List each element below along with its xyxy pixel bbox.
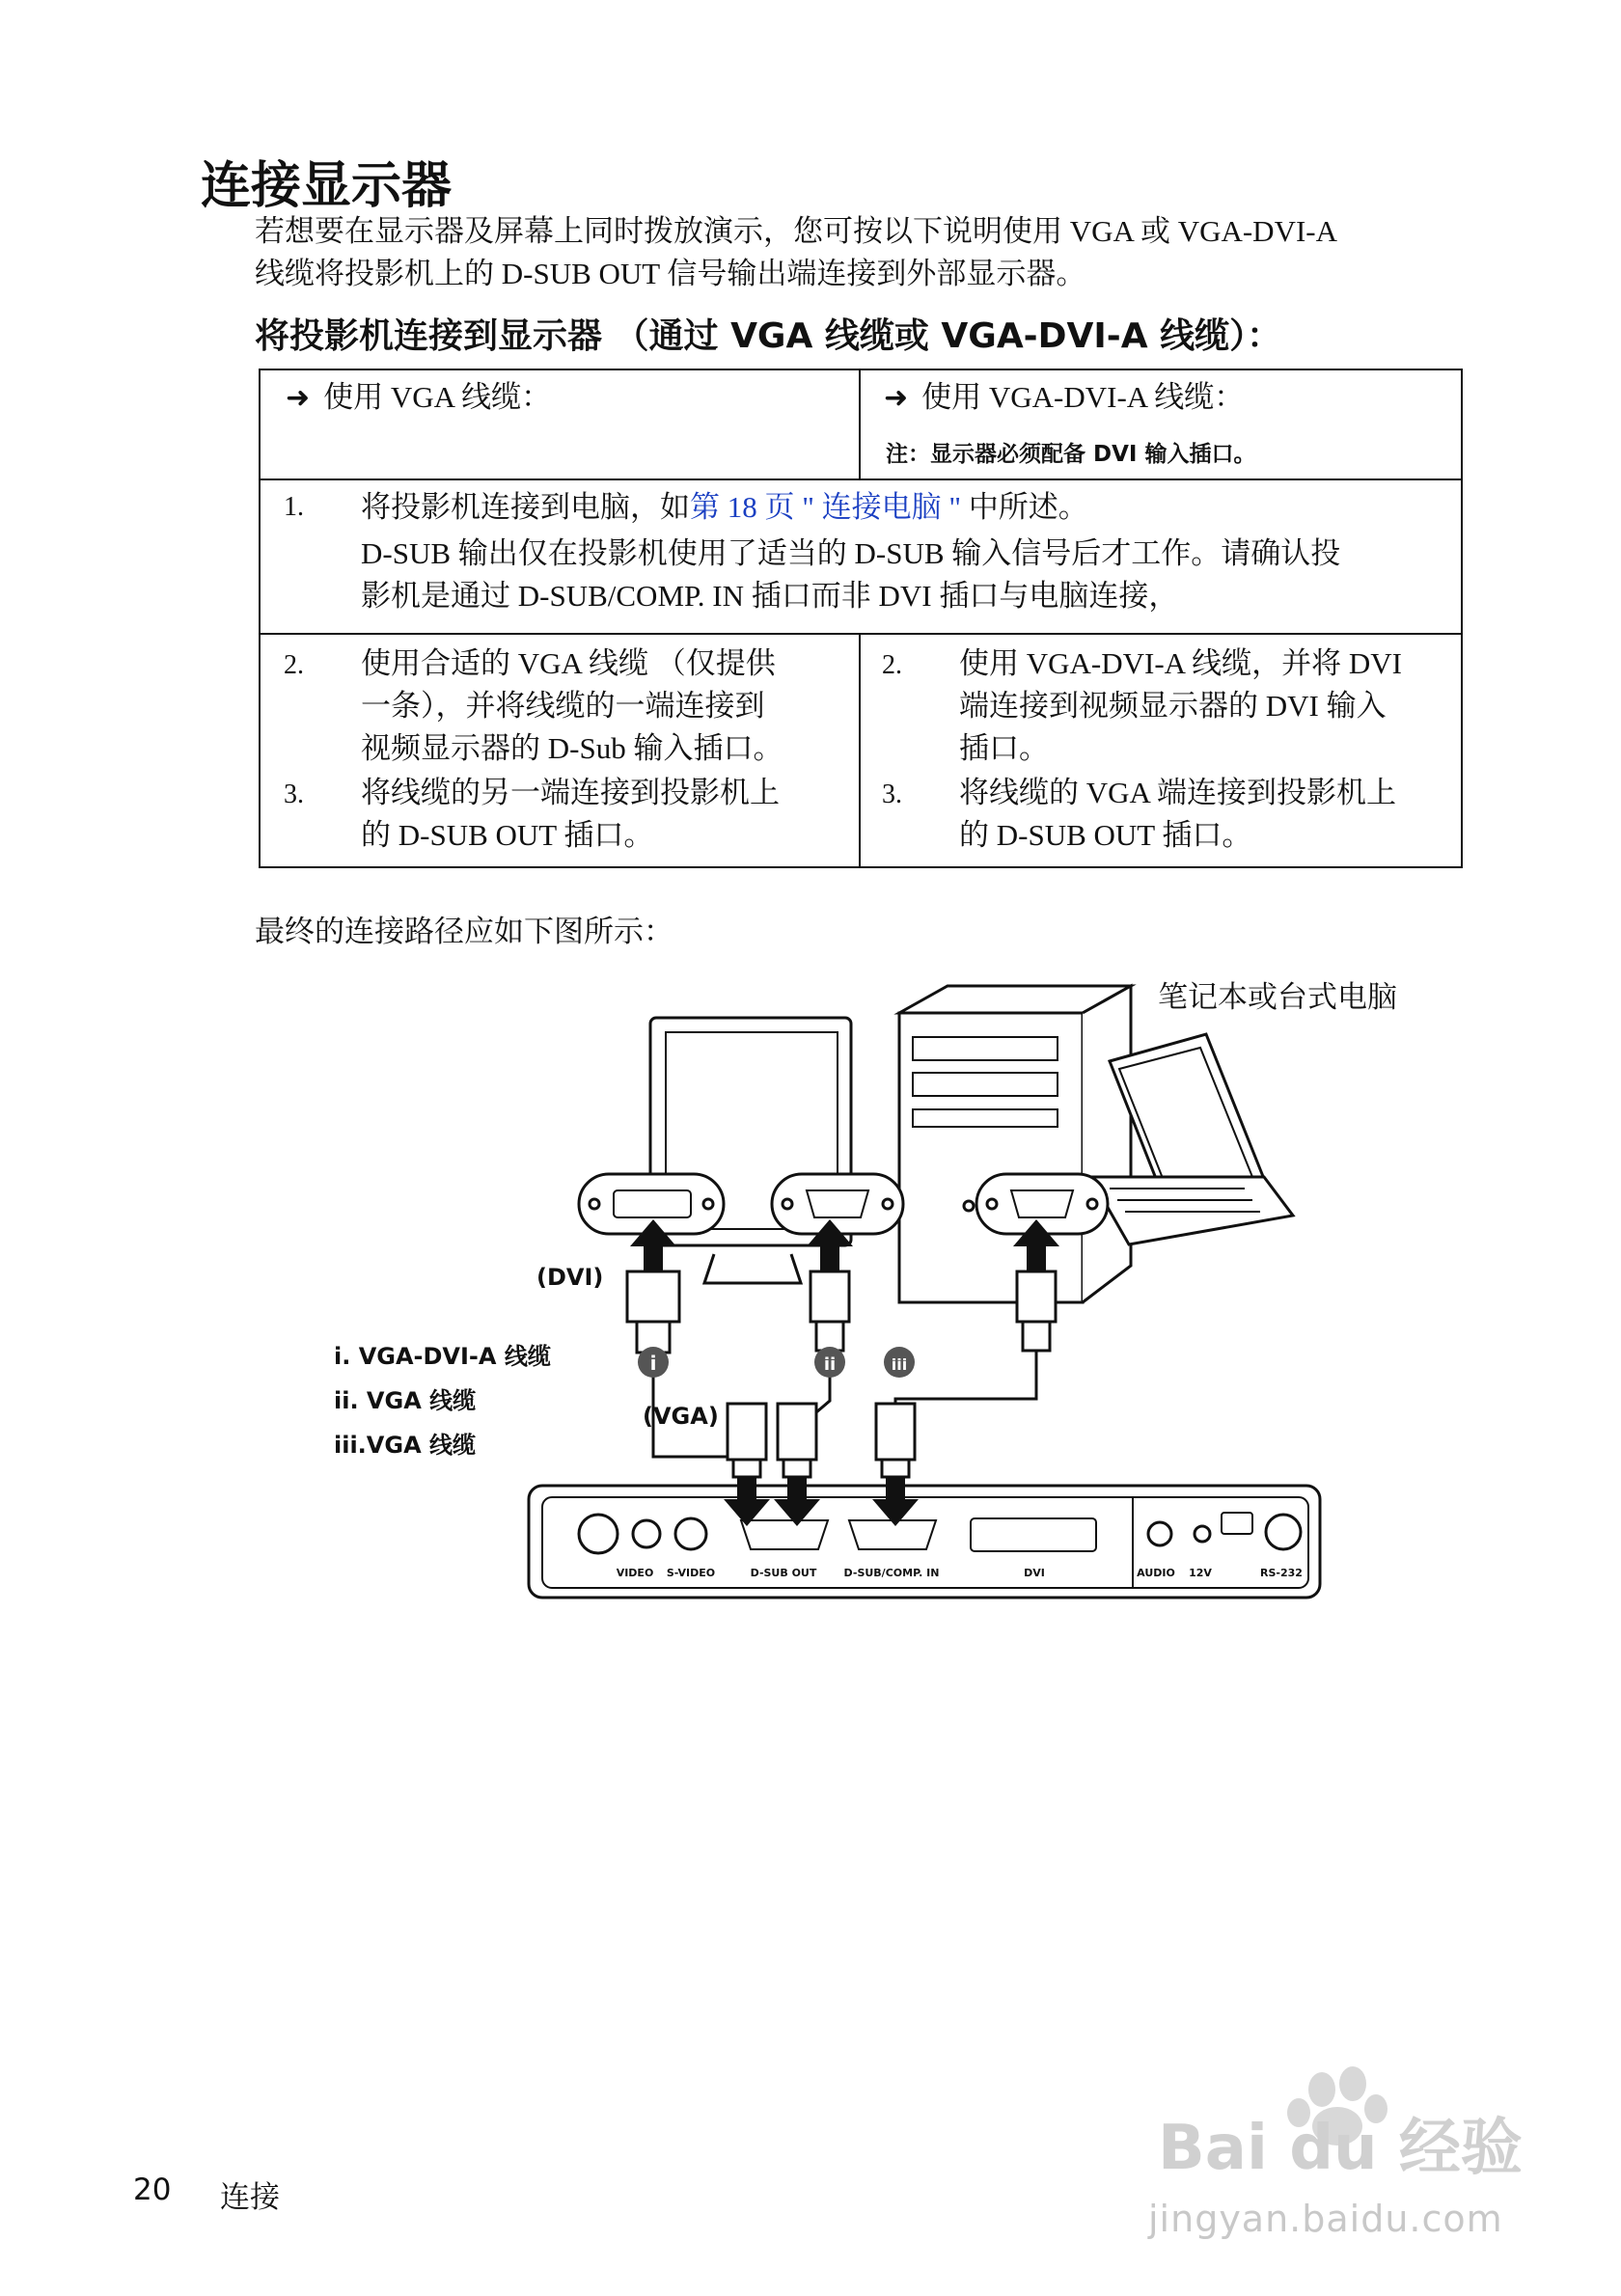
cable-legend-ii: ii. VGA 线缆 — [334, 1387, 477, 1414]
dvi-end-label: (DVI) — [536, 1264, 604, 1291]
vga-plug-i-icon — [728, 1404, 766, 1477]
vga-end-label: (VGA) — [643, 1403, 719, 1430]
port-label-dsub-out: D-SUB OUT — [750, 1567, 817, 1579]
port-label-dvi: DVI — [1024, 1567, 1045, 1579]
arrow-bullet-icon: ➜ — [286, 381, 311, 415]
cable-legend-iii: iii.VGA 线缆 — [334, 1432, 476, 1459]
badge-i-label: i — [649, 1352, 657, 1375]
connect-computer-link[interactable]: 第 18 页 " 连接电脑 " — [690, 490, 962, 524]
step-1-number: 1. — [284, 492, 304, 522]
step-1-detail-2: 影机是通过 D-SUB/COMP. IN 插口而非 DVI 插口与电脑连接， — [361, 579, 1179, 613]
vga-plug-pc-icon — [895, 1271, 1056, 1515]
left-step-3-line-2: 的 D-SUB OUT 插口。 — [361, 818, 654, 852]
right-step-3-number: 3. — [882, 779, 902, 809]
final-path-text: 最终的连接路径应如下图所示： — [255, 915, 673, 948]
page-title: 连接显示器 — [201, 157, 453, 215]
right-step-2-line-1: 使用 VGA-DVI-A 线缆，并将 DVI — [959, 646, 1402, 680]
footer-section-name: 连接 — [220, 2180, 280, 2215]
arrow-bullet-icon: ➜ — [884, 381, 909, 415]
footer-page-number: 20 — [133, 2173, 172, 2207]
port-label-dsub-comp-in: D-SUB/COMP. IN — [843, 1567, 940, 1579]
right-step-2-line-3: 插口。 — [959, 731, 1049, 765]
monitor-vga-port-icon — [772, 1174, 903, 1234]
right-step-2-line-2: 端连接到视频显示器的 DVI 输入 — [959, 689, 1387, 723]
intro-line-2: 线缆将投影机上的 D-SUB OUT 信号输出端连接到外部显示器。 — [255, 257, 1086, 290]
dvi-plug-icon — [627, 1271, 745, 1515]
left-header-label: 使用 VGA 线缆： — [323, 380, 552, 414]
port-label-audio: AUDIO — [1137, 1567, 1175, 1579]
left-step-2-line-1: 使用合适的 VGA 线缆 （仅提供 — [361, 646, 776, 680]
pc-vga-port-icon — [976, 1174, 1108, 1234]
pc-label: 笔记本或台式电脑 — [1158, 980, 1397, 1015]
left-step-2-line-3: 视频显示器的 D-Sub 输入插口。 — [361, 731, 783, 765]
left-step-3-line-1: 将线缆的另一端连接到投影机上 — [361, 776, 780, 809]
cable-legend-i: i. VGA-DVI-A 线缆 — [334, 1343, 551, 1370]
right-step-3-line-2: 的 D-SUB OUT 插口。 — [959, 818, 1252, 852]
port-label-rs232: RS-232 — [1260, 1567, 1303, 1579]
step-1-text: 将投影机连接到电脑，如第 18 页 " 连接电脑 " 中所述。 — [361, 490, 1088, 524]
dvi-note: 注：显示器必须配备 DVI 输入插口。 — [886, 442, 1256, 467]
vga-plug-iii-icon — [876, 1404, 915, 1477]
watermark-url: jingyan.baidu.com — [1148, 2198, 1503, 2240]
cable-badges — [638, 1347, 915, 1378]
port-label-svideo: S-VIDEO — [666, 1567, 716, 1579]
vga-plug-ii-icon — [778, 1404, 816, 1477]
right-step-3-line-1: 将线缆的 VGA 端连接到投影机上 — [959, 776, 1396, 809]
right-step-2-number: 2. — [882, 650, 902, 680]
badge-iii-label: iii — [891, 1355, 908, 1374]
watermark-brand: Bai du 经验 — [1158, 2113, 1523, 2184]
left-step-2-number: 2. — [284, 650, 304, 680]
projector-panel-icon — [529, 1486, 1320, 1598]
section-heading: 将投影机连接到显示器 （通过 VGA 线缆或 VGA-DVI-A 线缆）： — [255, 316, 1282, 356]
left-step-2-line-2: 一条），并将线缆的一端连接到 — [361, 689, 765, 723]
port-label-video: VIDEO — [616, 1567, 654, 1579]
port-label-12v: 12V — [1189, 1567, 1212, 1579]
badge-ii-label: ii — [823, 1354, 837, 1375]
right-header-label: 使用 VGA-DVI-A 线缆： — [921, 380, 1245, 414]
desktop-tower-icon — [899, 986, 1131, 1302]
left-step-3-number: 3. — [284, 779, 304, 809]
step-1-detail-1: D-SUB 输出仅在投影机使用了适当的 D-SUB 输入信号后才工作。请确认投 — [361, 536, 1341, 570]
intro-line-1: 若想要在显示器及屏幕上同时拨放演示，您可按以下说明使用 VGA 或 VGA-DVI-A — [255, 214, 1337, 248]
